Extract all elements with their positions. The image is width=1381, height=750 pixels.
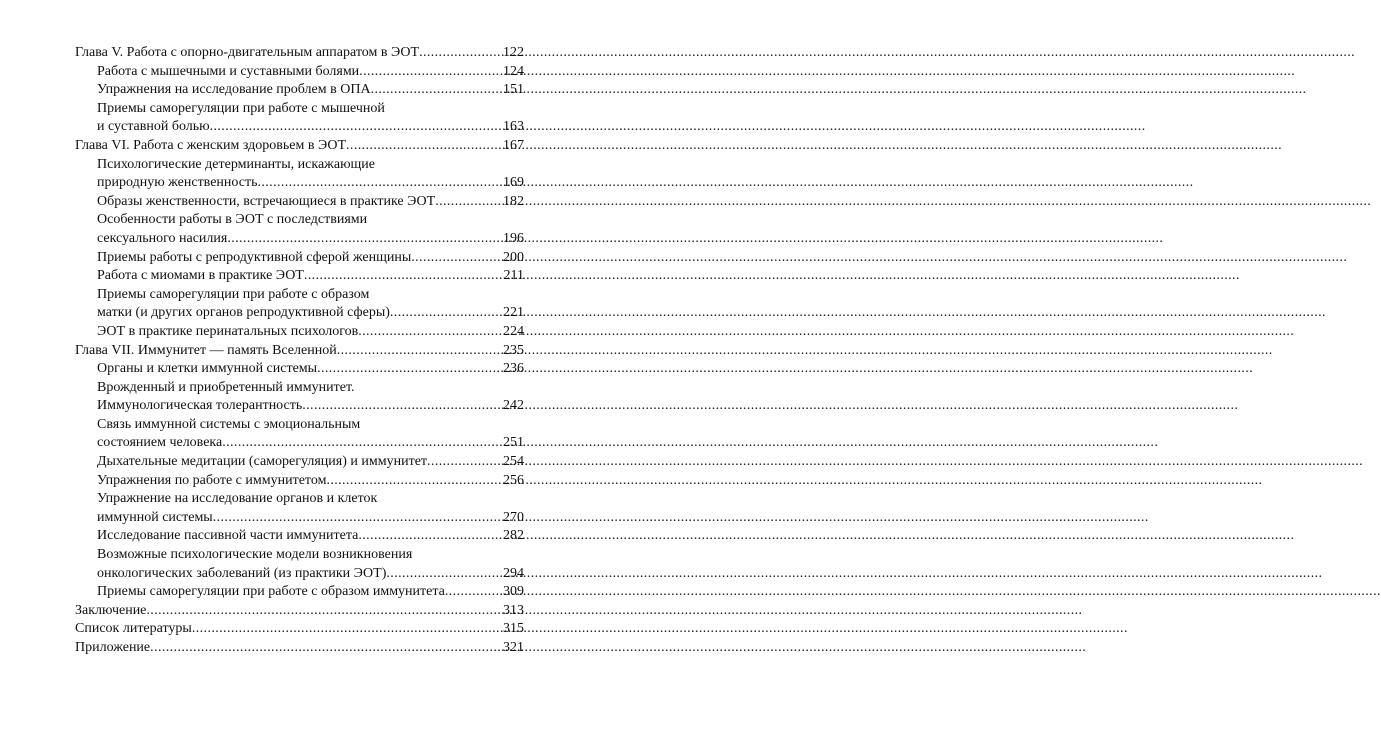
toc-chapter-entry [75, 342, 524, 361]
toc-entry-row [97, 360, 524, 379]
toc-section-entry [75, 156, 524, 193]
toc-entry-title: Приемы саморегуляции при работе с образом иммунитета [97, 584, 445, 600]
toc-entry-row [75, 620, 524, 639]
toc-entry-title-line: Упражнение на исследование органов и клеток [97, 491, 378, 507]
toc-section-entry [75, 360, 524, 379]
toc-chapter-entry [75, 44, 524, 63]
toc-section-entry [75, 211, 524, 248]
toc-chapter-entry [75, 639, 524, 658]
toc-entry-row [97, 230, 524, 249]
toc-section-entry [75, 193, 524, 212]
dot-leader [445, 583, 502, 602]
toc-entry-title: иммунной системы [97, 509, 213, 525]
toc-entry-title: ЭОТ в практике перинатальных психологов [97, 323, 359, 339]
toc-entry-row [97, 81, 524, 100]
toc-entry-title: Органы и клетки иммунной системы [97, 361, 318, 377]
toc-entry-title: Работа с мышечными и суставными болями [97, 63, 360, 79]
toc-entry-title-line: Возможные психологические модели возникновения [97, 547, 413, 563]
toc-page-number: 251 [503, 435, 524, 451]
toc-section-entry [75, 379, 524, 416]
toc-entry-title: Заключение [75, 602, 147, 618]
toc-entry-title: Приложение [75, 640, 151, 655]
dot-leader [210, 118, 502, 137]
toc-section-entry [75, 453, 524, 472]
toc-entry-row [75, 137, 524, 156]
toc-section-entry [75, 416, 524, 453]
dot-leader [227, 230, 502, 249]
toc-page-number: 151 [503, 82, 524, 98]
toc-page-number: 315 [503, 621, 524, 637]
toc-entry-row [97, 565, 524, 584]
toc-section-entry [75, 490, 524, 527]
toc-page-number: 236 [503, 361, 524, 377]
toc-entry-row [97, 118, 524, 137]
toc-entry-title: состоянием человека [97, 435, 223, 451]
dot-leader [213, 509, 502, 528]
toc-page-number: 235 [503, 342, 524, 358]
toc-entry-title: Образы женственности, встречающиеся в практике ЭОТ [97, 193, 436, 209]
toc-page-number: 224 [503, 323, 524, 339]
dot-leader [427, 453, 502, 472]
dot-leader [146, 602, 502, 621]
toc-entry-row [75, 639, 524, 658]
toc-page-number: 182 [503, 193, 524, 209]
toc-entry-title: Упражнения на исследование проблем в ОПА [97, 82, 371, 98]
toc-entry-row [75, 342, 524, 361]
book-page [0, 0, 600, 750]
toc-entry-row [97, 63, 524, 82]
toc-page-number: 196 [503, 230, 524, 246]
dot-leader [358, 527, 502, 546]
toc-entry-title-line: Приемы саморегуляции при работе с образом [97, 286, 370, 302]
toc-entry-row [97, 583, 524, 602]
dot-leader [371, 81, 502, 100]
dot-leader [302, 397, 502, 416]
toc-section-entry [75, 472, 524, 491]
toc-page-number: 163 [503, 119, 524, 135]
toc-entry-row [97, 509, 524, 528]
toc-entry-row [97, 304, 524, 323]
toc-entry-title: и суставной болью [97, 119, 210, 135]
dot-leader [317, 360, 502, 379]
dot-leader [346, 137, 502, 156]
toc-entry-title-line: Особенности работы в ЭОТ с последствиями [97, 212, 368, 228]
toc-entry-title: сексуального насилия [97, 230, 228, 246]
toc-entry-title: Список литературы [75, 621, 192, 637]
dot-leader [359, 63, 502, 82]
toc-entry-row [97, 453, 524, 472]
toc-section-entry [75, 323, 524, 342]
toc-page-number: 309 [503, 584, 524, 600]
toc-entry-title: матки (и других органов репродуктивной сферы) [97, 305, 390, 321]
toc-entry-row [97, 174, 524, 193]
toc-entry-title-line: Врожденный и приобретенный иммунитет. [97, 379, 355, 395]
toc-entry-title: Глава VII. Иммунитет — память Вселенной [75, 342, 337, 358]
table-of-contents [75, 44, 524, 658]
toc-entry-row [97, 527, 524, 546]
toc-entry-title: онкологических заболеваний (из практики ЭОТ) [97, 565, 387, 581]
toc-section-entry [75, 286, 524, 323]
toc-entry-title: Упражнения по работе с иммунитетом [97, 472, 327, 488]
toc-page-number: 242 [503, 398, 524, 414]
dot-leader [390, 304, 502, 323]
toc-chapter-entry [75, 620, 524, 639]
toc-section-entry [75, 583, 524, 602]
toc-section-entry [75, 267, 524, 286]
toc-page-number: 254 [503, 454, 524, 470]
dot-leader [150, 639, 502, 658]
toc-page-number: 167 [503, 137, 524, 153]
toc-entry-row [97, 249, 524, 268]
dot-leader [358, 323, 502, 342]
toc-entry-title: Иммунологическая толерантность [97, 398, 303, 414]
toc-entry-title: Исследование пассивной части иммунитета [97, 528, 359, 544]
toc-entry-title: Глава V. Работа с опорно-двигательным аппаратом в ЭОТ [75, 45, 420, 60]
dot-leader [411, 249, 502, 268]
toc-section-entry [75, 100, 524, 137]
toc-entry-row [97, 323, 524, 342]
toc-section-entry [75, 546, 524, 583]
toc-section-entry [75, 81, 524, 100]
toc-entry-title-line: Связь иммунной системы с эмоциональным [97, 416, 361, 432]
toc-page-number: 321 [503, 640, 524, 655]
toc-page-number: 256 [503, 472, 524, 488]
toc-entry-title: Работа с миомами в практике ЭОТ [97, 268, 304, 284]
toc-chapter-entry [75, 137, 524, 156]
dot-leader [192, 620, 502, 639]
toc-section-entry [75, 63, 524, 82]
toc-page-number: 124 [503, 63, 524, 79]
dot-leader [435, 193, 502, 212]
toc-entry-row [75, 44, 524, 63]
toc-chapter-entry [75, 602, 524, 621]
dot-leader [419, 44, 502, 63]
toc-entry-row [97, 397, 524, 416]
toc-page-number: 282 [503, 528, 524, 544]
toc-entry-title-line: Психологические детерминанты, искажающие [97, 156, 376, 172]
toc-page-number: 200 [503, 249, 524, 265]
toc-entry-title: природную женственность [97, 175, 258, 191]
dot-leader [257, 174, 502, 193]
toc-page-number: 169 [503, 175, 524, 191]
dot-leader [222, 434, 502, 453]
toc-entry-row [97, 472, 524, 491]
toc-entry-title: Глава VI. Работа с женским здоровьем в ЭОТ [75, 137, 347, 153]
toc-entry-title: Дыхательные медитации (саморегуляция) и иммунитет [97, 454, 428, 470]
toc-page-number: 122 [503, 45, 524, 60]
toc-page-number: 221 [503, 305, 524, 321]
toc-entry-title-line: Приемы саморегуляции при работе с мышечной [97, 100, 385, 116]
toc-page-number: 270 [503, 509, 524, 525]
toc-entry-row [97, 193, 524, 212]
toc-section-entry [75, 527, 524, 546]
toc-page-number: 313 [503, 602, 524, 618]
dot-leader [337, 342, 502, 361]
toc-page-number: 294 [503, 565, 524, 581]
toc-entry-row [97, 434, 524, 453]
dot-leader [304, 267, 503, 286]
toc-entry-row [75, 602, 524, 621]
dot-leader [386, 565, 502, 584]
toc-entry-row [97, 267, 524, 286]
toc-section-entry [75, 249, 524, 268]
dot-leader [326, 472, 502, 491]
toc-page-number: 211 [503, 268, 524, 284]
toc-entry-title: Приемы работы с репродуктивной сферой женщины [97, 249, 412, 265]
